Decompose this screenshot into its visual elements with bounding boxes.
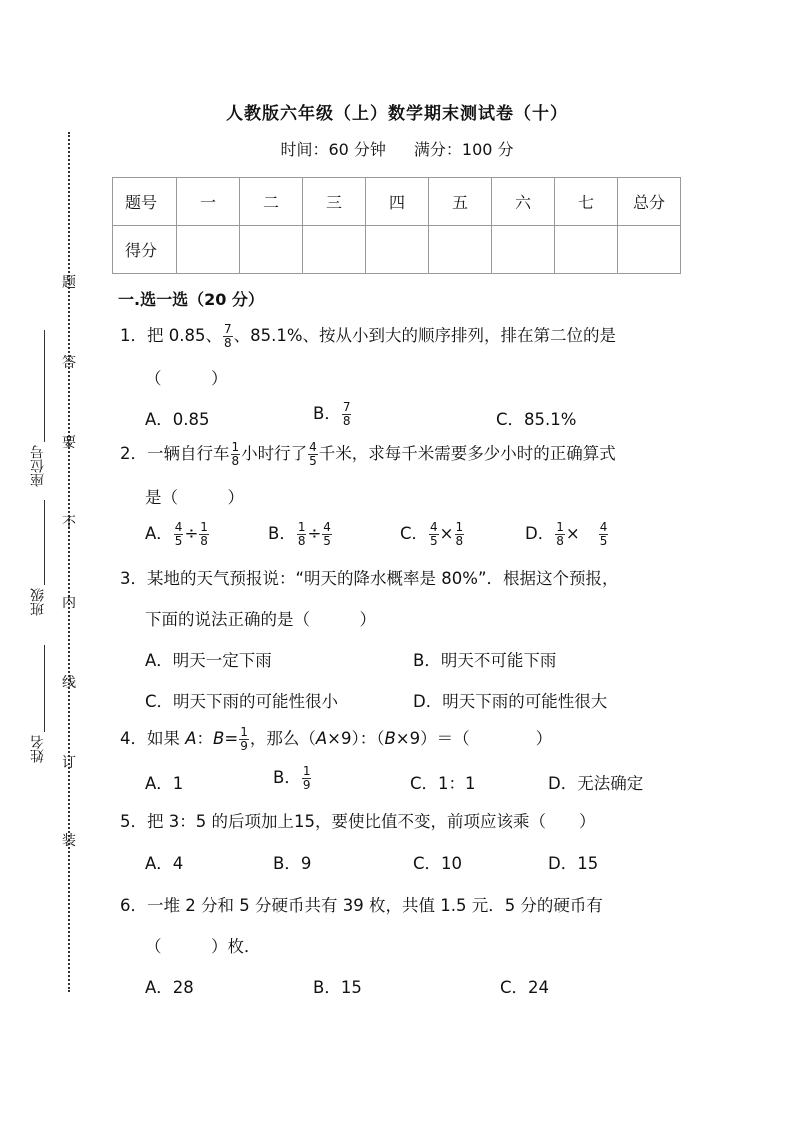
option-c: C．1：1 [410, 774, 476, 793]
question-6: 6．一堆 2 分和 5 分硬币共有 39 枚，共值 1.5 元．5 分的硬币有 [120, 896, 603, 915]
option-b: B． $\frac{1}{8}$ ÷ $\frac{4}{5}$ [268, 520, 331, 548]
fraction: $\frac{7}{8}$ [223, 322, 232, 350]
q-text: 1．把 0.85、 [120, 326, 222, 345]
margin-char: 要 [62, 435, 76, 451]
name-label: 姓名 [30, 735, 46, 763]
table-cell: 六 [492, 178, 555, 226]
question-2: 2．一辆自行车 $\frac{1}{8}$ 小时行了 $\frac{4}{5}$ 千米，求每千米需要多少小时的正确算式 [120, 440, 616, 468]
q-text: 、85.1%、按从小到大的顺序排列，排在第二位的是 [233, 326, 617, 345]
margin-char: 线 [62, 675, 76, 691]
option-b: B．15 [313, 978, 362, 997]
option-c: C．10 [413, 854, 463, 873]
option-c: C．85.1% [496, 410, 577, 429]
score-input-cell[interactable] [177, 226, 240, 274]
option-b: B．明天不可能下雨 [413, 651, 557, 670]
margin-char: 订 [62, 755, 76, 771]
table-cell: 五 [429, 178, 492, 226]
table-row [113, 178, 681, 226]
margin-char: 不 [62, 515, 76, 531]
table-cell: 四 [366, 178, 429, 226]
table-cell: 三 [303, 178, 366, 226]
option-c: C．24 [500, 978, 550, 997]
score-input-cell[interactable] [240, 226, 303, 274]
score-input-cell[interactable] [429, 226, 492, 274]
score-input-cell[interactable] [303, 226, 366, 274]
table-cell: 题号 [113, 178, 177, 226]
option-c: C．明天下雨的可能性很小 [145, 692, 339, 711]
table-cell: 得分 [113, 226, 177, 274]
answer-blank[interactable]: （ ）枚． [145, 937, 261, 956]
table-cell: 七 [555, 178, 618, 226]
page-title: 人教版六年级（上）数学期末测试卷（十） [226, 104, 568, 124]
option-b: B．9 [273, 854, 312, 873]
score-input-cell[interactable] [492, 226, 555, 274]
table-cell: 一 [177, 178, 240, 226]
score-table [112, 177, 681, 274]
score-input-cell[interactable] [555, 226, 618, 274]
answer-blank[interactable]: （ ） [145, 369, 228, 388]
table-cell: 二 [240, 178, 303, 226]
option-b: B． $\frac{1}{9}$ [273, 764, 311, 792]
answer-blank[interactable]: 是（ ） [145, 488, 244, 507]
option-d: D．无法确定 [548, 774, 644, 793]
name-blank [44, 645, 45, 732]
margin-char: 题 [62, 275, 76, 291]
exam-info [0, 137, 794, 160]
score-input-cell[interactable] [618, 226, 681, 274]
option-a: A．0.85 [145, 410, 210, 429]
table-row [113, 226, 681, 274]
margin-char: 装 [62, 833, 76, 849]
option-c: C． $\frac{4}{5}$ × $\frac{1}{8}$ [400, 520, 464, 548]
exam-time: 时间：60 分钟 [280, 140, 386, 159]
question-1 [120, 322, 616, 350]
option-b: B． $\frac{7}{8}$ [313, 400, 351, 428]
seat-number-label: 座位号 [30, 445, 46, 487]
margin-char: 答 [62, 355, 76, 371]
answer-blank[interactable]: 下面的说法正确的是（ ） [145, 610, 376, 629]
option-a: A．1 [145, 774, 184, 793]
option-a: A． $\frac{4}{5}$ ÷ $\frac{1}{8}$ [145, 520, 208, 548]
option-d: D．15 [548, 854, 599, 873]
option-a: A．4 [145, 854, 184, 873]
margin-char: 内 [62, 595, 76, 611]
exam-full-score: 满分：100 分 [413, 140, 514, 159]
binding-dotted-line [68, 132, 70, 992]
question-4: 4．如果 A：B= $\frac{1}{9}$ ，那么（A×9）：（B×9）＝（ ） [120, 725, 553, 753]
seat-number-blank [44, 330, 45, 442]
table-cell: 总分 [618, 178, 681, 226]
section-heading: 一.选一选（20 分） [118, 290, 264, 309]
score-input-cell[interactable] [366, 226, 429, 274]
option-a: A．28 [145, 978, 194, 997]
question-3: 3．某地的天气预报说：“明天的降水概率是 80%”．根据这个预报， [120, 569, 619, 588]
option-d: D． $\frac{1}{8}$ × $\frac{4}{5}$ [525, 520, 608, 548]
class-blank [44, 500, 45, 585]
option-d: D．明天下雨的可能性很大 [413, 692, 608, 711]
question-5: 5．把 3：5 的后项加上15，要使比值不变，前项应该乘（ ） [120, 812, 596, 831]
option-a: A．明天一定下雨 [145, 651, 272, 670]
class-label: 班级 [30, 588, 46, 616]
